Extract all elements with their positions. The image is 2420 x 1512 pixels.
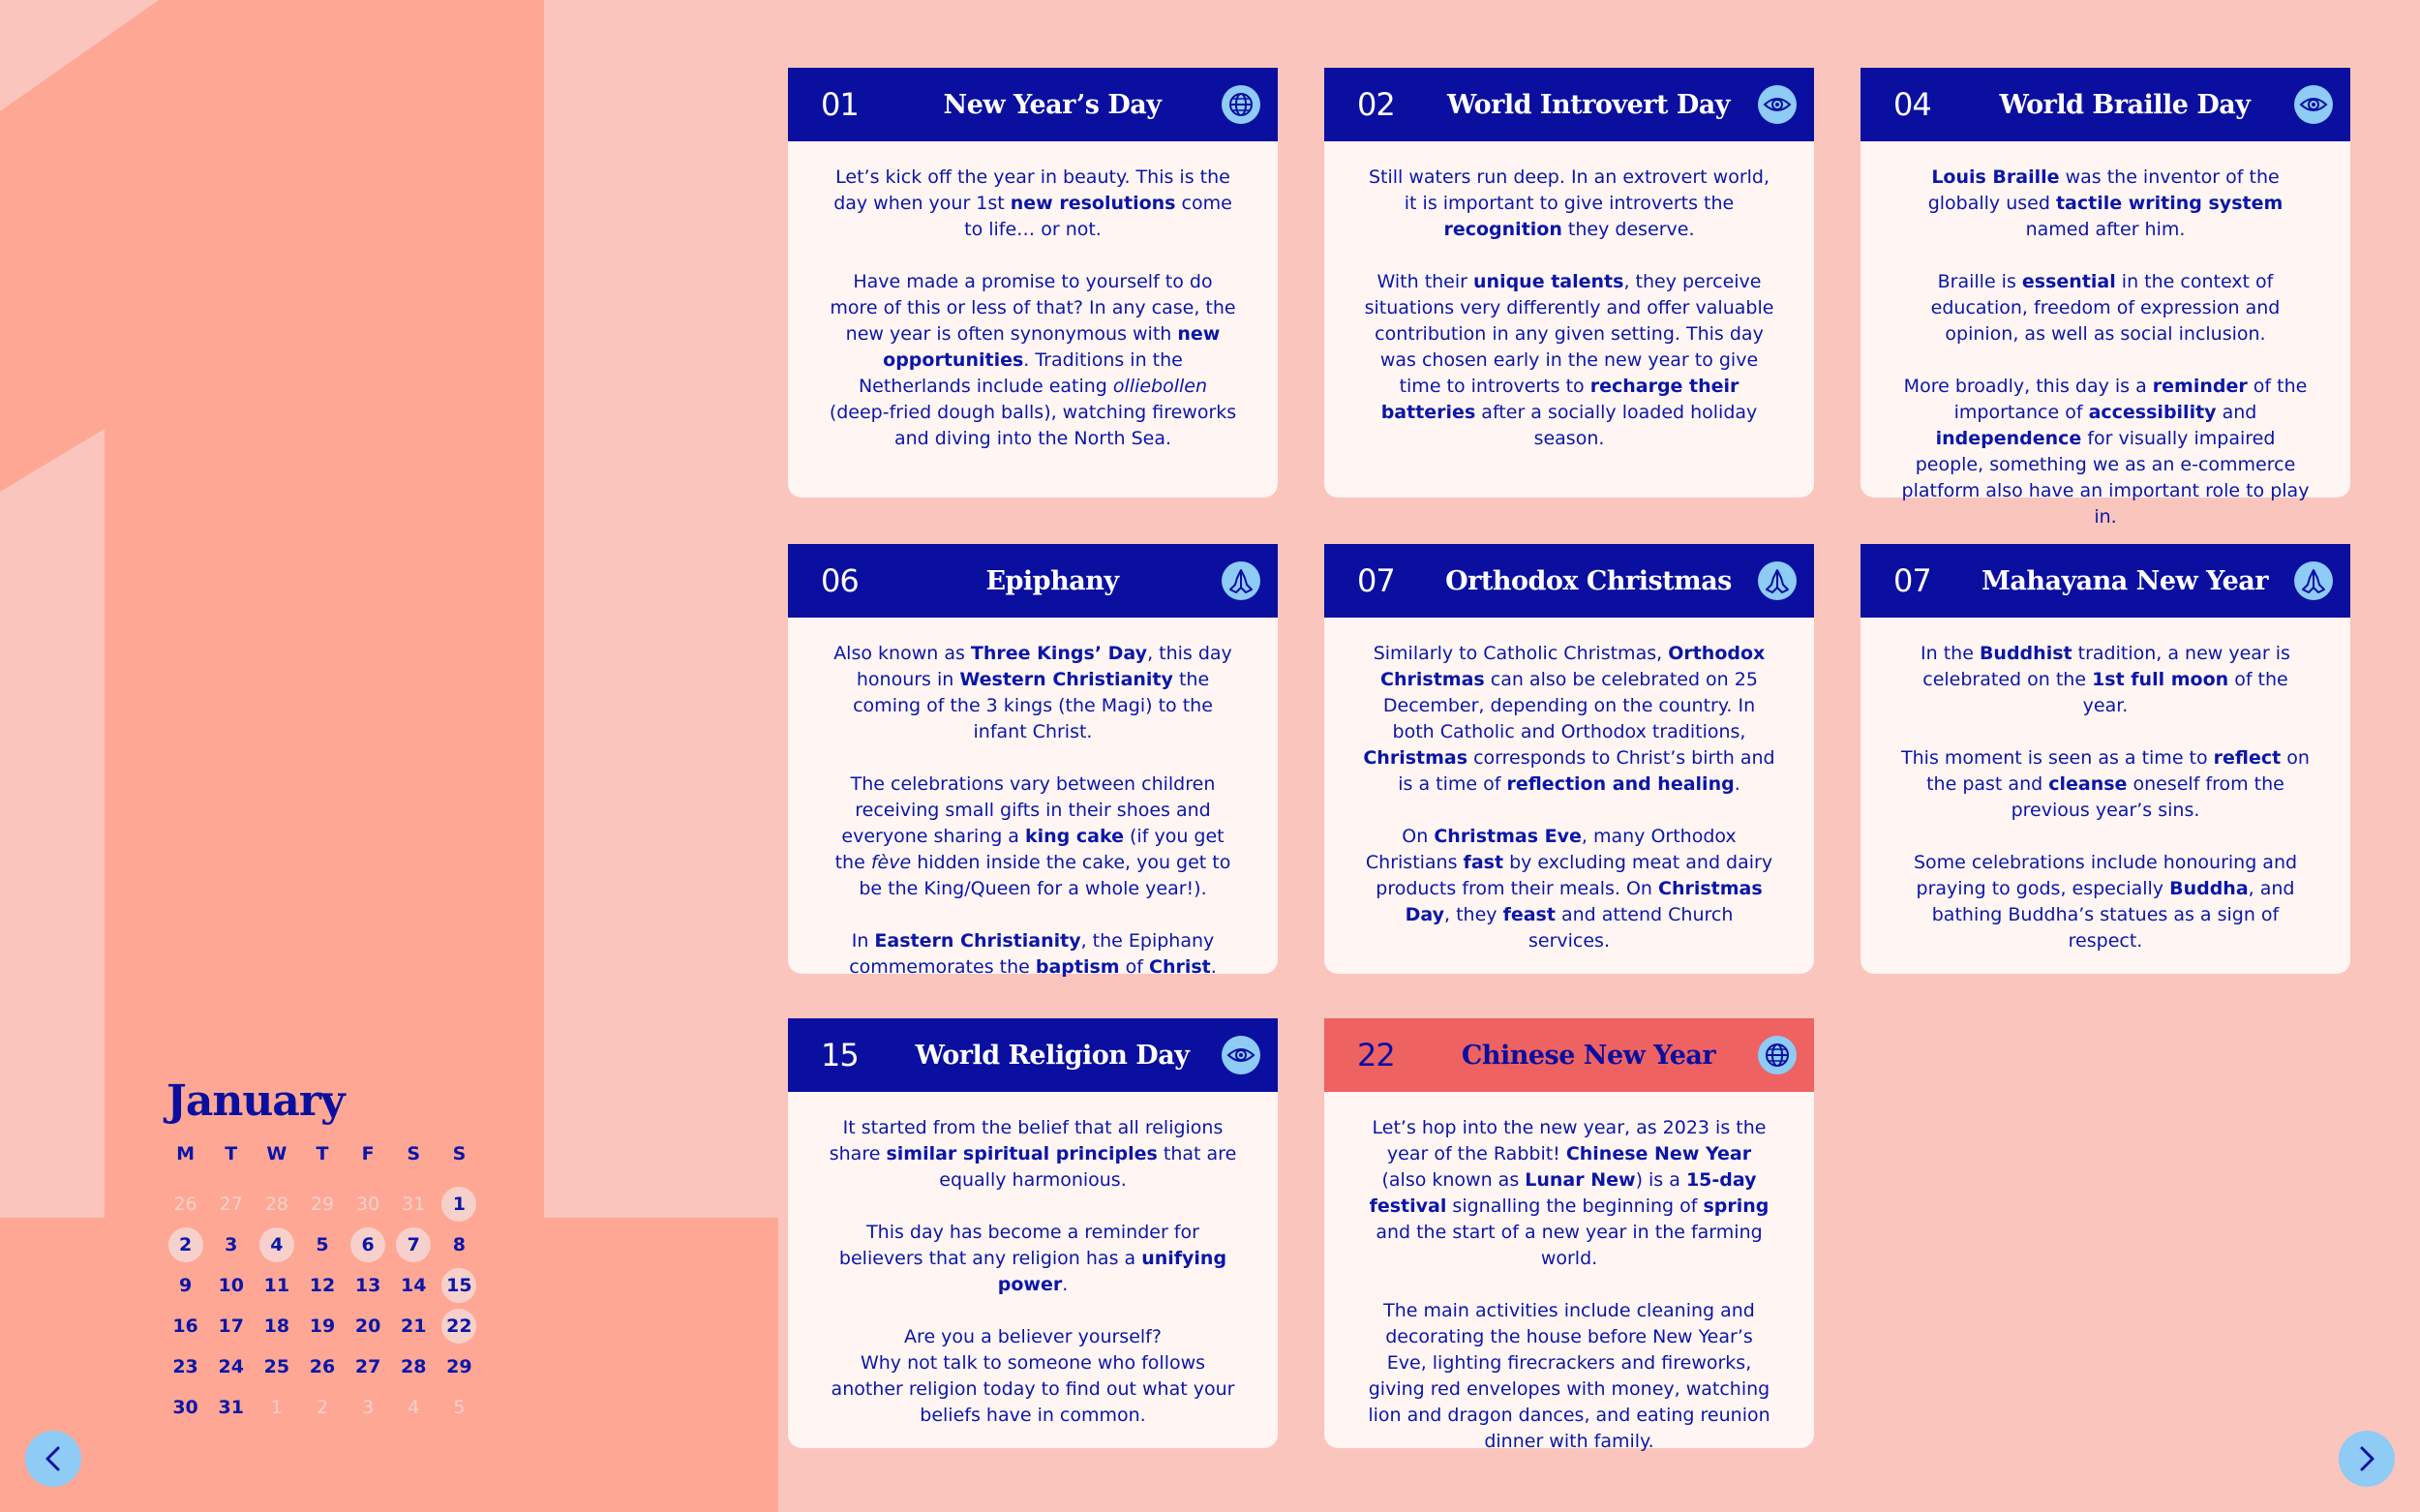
event-paragraph: Let’s hop into the new year, as 2023 is the year of the Rabbit! Chinese New Year (also known as Lunar New) is a 15-day festival signalling the beginning of spring and the start of a new year in the farming world. bbox=[1369, 1117, 1770, 1269]
event-title: Chinese New Year bbox=[1461, 1040, 1716, 1071]
event-description bbox=[788, 141, 1278, 452]
calendar-day[interactable]: 26 bbox=[309, 1356, 336, 1377]
eye-icon bbox=[2294, 85, 2333, 124]
praying-hands-icon bbox=[1222, 561, 1260, 600]
calendar-day[interactable]: 28 bbox=[401, 1356, 427, 1377]
event-title: World Braille Day bbox=[1999, 89, 2251, 120]
calendar-day[interactable]: 12 bbox=[309, 1275, 336, 1296]
calendar-day[interactable]: 2 bbox=[316, 1397, 329, 1418]
event-date-number: 07 bbox=[1893, 562, 1931, 599]
event-title: Orthodox Christmas bbox=[1445, 565, 1732, 596]
calendar-week-row bbox=[163, 1387, 482, 1428]
calendar-day[interactable]: 29 bbox=[446, 1356, 472, 1377]
event-title: World Introvert Day bbox=[1447, 89, 1730, 120]
event-card-header bbox=[1860, 544, 2350, 618]
weekday-label: T bbox=[316, 1143, 329, 1164]
calendar-day-event[interactable]: 2 bbox=[163, 1225, 208, 1265]
event-paragraph: With their unique talents, they perceive situations very differently and offer valuable contribution in any given setting. This day was chosen early in the new year to give time to introverts to recharge their batteries after a socially loaded holiday season. bbox=[1364, 271, 1774, 449]
calendar-day[interactable]: 29 bbox=[310, 1194, 335, 1215]
calendar-day[interactable]: 8 bbox=[452, 1234, 467, 1255]
calendar-week-row bbox=[163, 1306, 482, 1346]
event-card bbox=[1324, 544, 1814, 974]
calendar-day[interactable]: 5 bbox=[316, 1234, 329, 1255]
calendar-week-row bbox=[163, 1265, 482, 1306]
event-paragraph: In the Buddhist tradition, a new year is celebrated on the 1st full moon of the year. bbox=[1921, 643, 2290, 716]
event-title: World Religion Day bbox=[915, 1040, 1190, 1071]
event-paragraph: Are you a believer yourself? Why not talk to someone who follows another religion today to find out what your beliefs have in common. bbox=[831, 1326, 1235, 1426]
weekday-header bbox=[163, 1143, 482, 1164]
calendar-day-event[interactable]: 15 bbox=[437, 1265, 482, 1306]
calendar-day[interactable]: 31 bbox=[218, 1397, 244, 1418]
event-card-header bbox=[1324, 1018, 1814, 1092]
event-card-header bbox=[1324, 68, 1814, 141]
chevron-left-icon bbox=[40, 1445, 67, 1472]
globe-icon bbox=[1758, 1036, 1797, 1074]
event-date-number: 04 bbox=[1893, 86, 1931, 123]
calendar-day[interactable]: 3 bbox=[225, 1234, 238, 1255]
weekday-label: F bbox=[361, 1143, 375, 1164]
eye-icon bbox=[1758, 85, 1797, 124]
event-paragraph: Also known as Three Kings’ Day, this day honours in Western Christianity the coming of the 3 kings (the Magi) to the infant Christ. bbox=[833, 643, 1232, 742]
eye-icon bbox=[1222, 1036, 1260, 1074]
event-paragraph: In Eastern Christianity, the Epiphany commemorates the baptism of Christ. bbox=[849, 930, 1217, 978]
event-date-number: 01 bbox=[821, 86, 859, 123]
calendar-day[interactable]: 4 bbox=[408, 1397, 420, 1418]
calendar-day-event[interactable]: 1 bbox=[437, 1184, 482, 1225]
calendar-day[interactable]: 28 bbox=[264, 1194, 288, 1215]
calendar-day[interactable]: 13 bbox=[354, 1275, 381, 1296]
calendar-day[interactable]: 20 bbox=[354, 1315, 381, 1337]
mini-calendar bbox=[163, 1076, 482, 1428]
event-date-number: 22 bbox=[1357, 1037, 1395, 1074]
event-paragraph: Similarly to Catholic Christmas, Orthodox Christmas can also be celebrated on 25 December, depending on the country. In both Catholic and Orthodox traditions, Christmas corresponds to Christ’s birth and is a time of reflection and healing. bbox=[1363, 643, 1775, 795]
event-card-header bbox=[788, 544, 1278, 618]
calendar-week-row bbox=[163, 1346, 482, 1387]
event-card bbox=[1860, 68, 2350, 528]
event-date-number: 02 bbox=[1357, 86, 1395, 123]
previous-month-button[interactable] bbox=[25, 1431, 81, 1487]
event-card bbox=[788, 68, 1278, 498]
event-card bbox=[788, 1018, 1278, 1448]
calendar-day[interactable]: 5 bbox=[453, 1397, 466, 1418]
calendar-day[interactable]: 14 bbox=[401, 1275, 427, 1296]
next-month-button[interactable] bbox=[2339, 1431, 2395, 1487]
calendar-day[interactable]: 11 bbox=[263, 1275, 290, 1296]
calendar-day[interactable]: 31 bbox=[402, 1194, 426, 1215]
event-title: Mahayana New Year bbox=[1981, 565, 2269, 596]
event-date-number: 06 bbox=[821, 562, 859, 599]
calendar-day[interactable]: 27 bbox=[219, 1194, 243, 1215]
event-description bbox=[788, 618, 1278, 981]
calendar-day[interactable]: 17 bbox=[218, 1315, 244, 1337]
event-paragraph: It started from the belief that all religions share similar spiritual principles that are equally harmonious. bbox=[829, 1117, 1237, 1191]
event-paragraph: This day has become a reminder for believers that any religion has a unifying power. bbox=[838, 1222, 1227, 1295]
calendar-day[interactable]: 30 bbox=[356, 1194, 380, 1215]
calendar-day[interactable]: 23 bbox=[172, 1356, 198, 1377]
globe-icon bbox=[1222, 85, 1260, 124]
event-description bbox=[1324, 1092, 1814, 1455]
calendar-day[interactable]: 1 bbox=[270, 1397, 283, 1418]
calendar-week-row bbox=[163, 1184, 482, 1225]
event-paragraph: The main activities include cleaning and decorating the house before New Year’s Eve, lighting firecrackers and fireworks, giving red envelopes with money, watching lion and dragon dances, and eating reunion dinner with family. bbox=[1368, 1300, 1770, 1452]
event-date-number: 07 bbox=[1357, 562, 1395, 599]
event-paragraph: More broadly, this day is a reminder of the importance of accessibility and independence for visually impaired people, something we as an e-commerce platform also have an important role to play in. bbox=[1901, 376, 2310, 528]
calendar-day[interactable]: 10 bbox=[218, 1275, 244, 1296]
event-description bbox=[1860, 618, 2350, 954]
month-title: January bbox=[166, 1076, 345, 1126]
praying-hands-icon bbox=[1758, 561, 1797, 600]
event-title: New Year’s Day bbox=[943, 89, 1162, 120]
event-description bbox=[1324, 618, 1814, 954]
calendar-day[interactable]: 21 bbox=[401, 1315, 427, 1337]
event-card bbox=[1324, 68, 1814, 498]
weekday-label: S bbox=[407, 1143, 421, 1164]
calendar-day[interactable]: 26 bbox=[173, 1194, 197, 1215]
event-paragraph: On Christmas Eve, many Orthodox Christians fast by excluding meat and dairy products from their meals. On Christmas Day, they feast and attend Church services. bbox=[1365, 826, 1773, 952]
event-paragraph: Louis Braille was the inventor of the globally used tactile writing system named after him. bbox=[1927, 166, 2284, 240]
event-paragraph: Let’s kick off the year in beauty. This is the day when your 1st new resolutions come to life… or not. bbox=[833, 166, 1232, 240]
calendar-day[interactable]: 3 bbox=[362, 1397, 375, 1418]
event-title: Epiphany bbox=[985, 565, 1119, 596]
calendar-week-row bbox=[163, 1225, 482, 1265]
calendar-day-event[interactable]: 7 bbox=[391, 1225, 437, 1265]
calendar-grid bbox=[163, 1184, 482, 1428]
event-paragraph: The celebrations vary between children receiving small gifts in their shoes and everyone sharing a king cake (if you get the fève hidden inside the cake, you get to be the King/Queen for a whole year!). bbox=[834, 773, 1231, 899]
event-card-header bbox=[1860, 68, 2350, 141]
event-card-header bbox=[1324, 544, 1814, 618]
calendar-day[interactable]: 24 bbox=[218, 1356, 244, 1377]
event-card-header bbox=[788, 1018, 1278, 1092]
event-date-number: 15 bbox=[821, 1037, 859, 1074]
event-paragraph: Still waters run deep. In an extrovert world, it is important to give introverts the recognition they deserve. bbox=[1368, 166, 1770, 240]
praying-hands-icon bbox=[2294, 561, 2333, 600]
event-card bbox=[788, 544, 1278, 978]
calendar-day-event[interactable]: 22 bbox=[437, 1306, 482, 1346]
calendar-day[interactable]: 9 bbox=[178, 1275, 193, 1296]
calendar-day[interactable]: 18 bbox=[263, 1315, 290, 1337]
weekday-label: T bbox=[225, 1143, 238, 1164]
chevron-right-icon bbox=[2353, 1445, 2380, 1472]
weekday-label: W bbox=[266, 1143, 287, 1164]
calendar-day[interactable]: 19 bbox=[309, 1315, 336, 1337]
event-paragraph: Have made a promise to yourself to do more of this or less of that? In any case, the new year is often synonymous with new opportunities. Traditions in the Netherlands include eating olliebollen (deep-fried dough balls), watching fireworks and diving into the North Sea. bbox=[829, 271, 1237, 449]
calendar-day-event[interactable]: 6 bbox=[346, 1225, 391, 1265]
weekday-label: S bbox=[452, 1143, 467, 1164]
event-card bbox=[1324, 1018, 1814, 1452]
calendar-day[interactable]: 27 bbox=[354, 1356, 381, 1377]
event-paragraph: Some celebrations include honouring and praying to gods, especially Buddha, and bathing Buddha’s statues as a sign of respect. bbox=[1913, 852, 2298, 952]
event-description bbox=[1860, 141, 2350, 530]
event-paragraph: Braille is essential in the context of education, freedom of expression and opinion, as well as social inclusion. bbox=[1930, 271, 2281, 345]
event-card bbox=[1860, 544, 2350, 974]
calendar-day[interactable]: 25 bbox=[263, 1356, 290, 1377]
event-card-header bbox=[788, 68, 1278, 141]
event-paragraph: This moment is seen as a time to reflect on the past and cleanse oneself from the previous year’s sins. bbox=[1901, 747, 2310, 821]
calendar-day[interactable]: 30 bbox=[172, 1397, 198, 1418]
event-description bbox=[788, 1092, 1278, 1429]
weekday-label: M bbox=[176, 1143, 196, 1164]
event-description bbox=[1324, 141, 1814, 452]
calendar-day-event[interactable]: 4 bbox=[254, 1225, 299, 1265]
calendar-day[interactable]: 16 bbox=[172, 1315, 198, 1337]
